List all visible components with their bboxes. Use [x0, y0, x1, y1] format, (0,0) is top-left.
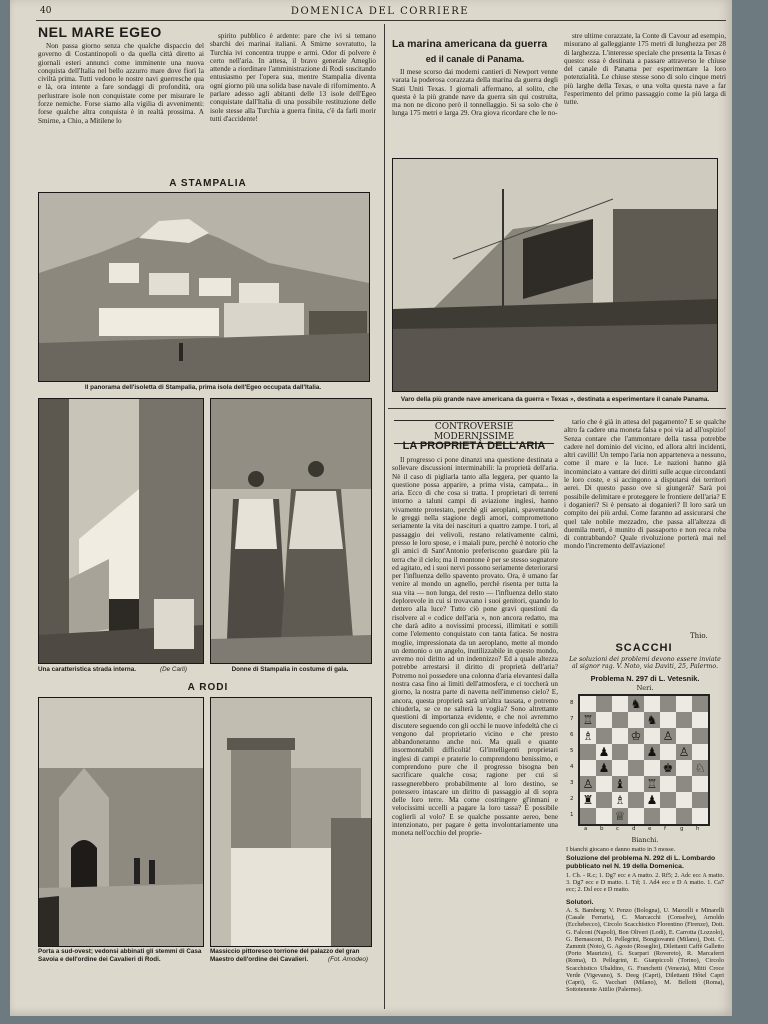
panorama-illustration: [39, 193, 369, 381]
chess-solvers-list: A. S. Bamberg; V. Penzo (Bologna), U. Marcelli e Minarelli (Casale Ferraris), C. Marcacchi (Conselve), Arnoldo (Ecchebecco), Circolo Scacchistico Florentino (Firenze), Dott. G. Falconi (Napoli), Bon Oliveri (Lodi), E. Carrotta (Lozzolo), G. Bernasconi, D. Pellegrini, Bongiovanni (Milano), Dott. C. Zammit (Noto), G. Agosto (Roseglio), Dilettanti Caffè Galletto (Porto Maurizio), G. Scarpari (Rovereto), R. Marcaferri (Roma), D. Pellegrini, E. Gianpiccoli (Torino), Circolo Scacchistico Ubaldino, G. Franchetti (Venezia), Mitti Croce Verde (Vigevano), S. Deeg (Capri), Dilettanti Hôtel Capri (Capri), G. Vacchari (Milano), M. Bellotti (Roma), Sottotenente Attilio (Palermo).: [566, 907, 724, 994]
chess-square: [660, 744, 676, 760]
chess-square: [676, 728, 692, 744]
rank-label: 2: [570, 796, 574, 802]
file-label: g: [680, 826, 684, 832]
chess-solution-title: Soluzione del problema N. 292 di L. Lombardo pubblicato nel N. 19 della Domenica.: [566, 855, 716, 870]
chess-square: [692, 728, 708, 744]
section-rule: [388, 408, 726, 409]
rodi-tower-caption: Massiccio pittoresco torrione del palazzo del gran Maestro dell'ordine dei Cavalieri.: [210, 948, 360, 963]
chess-square: [628, 712, 644, 728]
header-rule: [36, 20, 726, 21]
black-knight-piece: ♞: [630, 697, 642, 711]
white-bishop-piece: ♗: [614, 793, 626, 807]
file-label: a: [584, 826, 588, 832]
rodi-tower-photo: [210, 697, 372, 947]
chess-square: [676, 696, 692, 712]
chess-square: [612, 712, 628, 728]
street-illustration: [39, 399, 203, 663]
egeo-text-1: Non passa giorno senza che qualche dispaccio del governo di Costantinopoli o da quella città diretto ai giornali esteri annunci come imminente una nuova conquista dell'Italia nel bello azzurro mare dove fiorì la civiltà prima. Tutti vedono le nostre navi guerresche qua e là, ora intente a fare sondaggi di profondità, ora perlustrare isole non conquistate come per misurare le forze nemiche. Forse siamo alla vigilia di avvenimenti: forse qualche altra conquista è in realtà prossima. A Smirne, a Chio, a Mitilene lo: [38, 42, 204, 125]
chess-intro: Le soluzioni dei problemi devono essere inviate al signor rag. V. Noto, via Daviti, 25, Palermo.: [569, 656, 721, 671]
chess-solvers-title: Solutori.: [566, 899, 594, 906]
texas-launch-photo: [392, 158, 718, 392]
stampalia-street-caption: Una caratteristica strada interna.: [38, 666, 136, 673]
aria-column-1: [392, 456, 558, 1008]
chess-square: [596, 792, 612, 808]
aria-column-2: [564, 418, 726, 630]
chess-square: [596, 712, 612, 728]
chess-square: [660, 696, 676, 712]
chess-heading: SCACCHI: [615, 642, 673, 654]
egeo-text-2: spirito pubblico è ardente: pare che ivi si temano sbarchi dei marinai italiani. A Smirne sovratutto, la Turchia ivi concentra truppe e armi. Odor di polvere è certo nell'aria. In attesa, il bravo generale Ameglio attende a riordinare l'amministrazione di Rodi suscitando entusiasmo per l'opera sua, mentre Stampalia diventa ogni giorno più una solida base navale di rifornimento. A parlare adesso agli abitanti delle 13 isole dell'Egeo conquistate dall'Italia di una possibile restituzione delle isole stesse alla Turchia a guerra finita, c'è da farli morir tutti d'accidente!: [210, 32, 376, 123]
marina-column-2: [564, 32, 726, 152]
marina-column-1: [392, 68, 558, 152]
chess-square: [692, 712, 708, 728]
black-knight-piece: ♞: [646, 713, 658, 727]
black-bishop-piece: ♝: [614, 777, 626, 791]
chess-square: [596, 776, 612, 792]
chess-board: [578, 694, 710, 826]
rodi-gate-photo: [38, 697, 204, 947]
stampalia-street-photo: [38, 398, 204, 664]
rank-label: 7: [570, 716, 574, 722]
black-pawn-piece: ♟: [598, 745, 610, 759]
stampalia-panorama-caption: Il panorama dell'isoletta di Stampalia, prima isola dell'Egeo occupata dall'Italia.: [84, 384, 322, 391]
white-knight-piece: ♘: [694, 761, 706, 775]
rank-label: 6: [570, 732, 574, 738]
chess-square: [628, 744, 644, 760]
black-king-piece: ♚: [662, 761, 674, 775]
chess-square: [628, 792, 644, 808]
chess-square: [692, 792, 708, 808]
marina-subheadline: ed il canale di Panama.: [425, 54, 525, 64]
chess-problem-title: Problema N. 297 di L. Vetesnik.: [590, 674, 700, 683]
aria-signature: Thio.: [690, 632, 708, 640]
file-label: c: [616, 826, 620, 832]
gate-illustration: [39, 698, 203, 946]
chess-square: [580, 808, 596, 824]
chess-square: [660, 712, 676, 728]
rank-label: 4: [570, 764, 574, 770]
black-pawn-piece: ♟: [646, 745, 658, 759]
white-queen-piece: ♕: [614, 809, 626, 823]
file-label: h: [696, 826, 700, 832]
chess-square: [644, 808, 660, 824]
stampalia-section-heading: A STAMPALIA: [169, 178, 247, 189]
chess-solution-moves: 1. Ch. - R.c; 1. Dg7 ecc e A matto. 2. Rf5; 2. Adc ecc A matto. 3. Dg7 ecc e D matto. 1. Td; 1. Ad4 ecc e D A matto. 1. Ca7 ecc; 2. Dsl ecc e D matto.: [566, 872, 724, 893]
chess-square: [628, 760, 644, 776]
file-label: b: [600, 826, 604, 832]
chess-square: [612, 744, 628, 760]
chess-square: [596, 696, 612, 712]
marina-text-1: Il mese scorso dai moderni cantieri di Newport venne varata la poderosa corazzata della marina da guerra degli Stati Uniti Texas. I giornali affermano, al solito, che questa è la più grande nave da guerra sin qui costruita, ma non ne dicono però il tonnellaggio. Si sa solo che è lunga 175 metri e larga 29. Ora giova ricordare che le no-: [392, 68, 558, 118]
white-pawn-piece: ♙: [662, 729, 674, 743]
chess-square: [612, 728, 628, 744]
file-label: d: [632, 826, 636, 832]
rank-label: 8: [570, 700, 574, 706]
rodi-section-heading: A RODI: [187, 682, 229, 693]
chess-square: [580, 696, 596, 712]
black-pawn-piece: ♟: [598, 761, 610, 775]
chess-instruction: I bianchi giocano e danno matto in 3 mosse.: [566, 846, 676, 853]
white-pawn-piece: ♙: [582, 777, 594, 791]
chess-square: [676, 808, 692, 824]
column-divider: [384, 24, 385, 1009]
masthead-title: DOMENICA DEL CORRIERE: [290, 6, 470, 17]
newspaper-page: [10, 0, 732, 1016]
chess-square: [676, 712, 692, 728]
chess-square: [676, 776, 692, 792]
marina-text-2: stre ultime corazzate, la Conte di Cavour ad esempio, misurano al galleggiante 175 metri di lunghezza per 28 di larghezza. L'interesse speciale che presenta la Texas è questo: essa è destinata a passare attraverso le chiuse del canale di Panama per esperimentare la loro potenzialità. Le chiuse stesse sono di solo cinque metri più larghe della Texas, e una volta questa nave a far l'esperimento del primo passaggio come la più larga di tutte.: [564, 32, 726, 107]
chess-square: [644, 760, 660, 776]
white-bishop-piece: ♗: [582, 729, 594, 743]
chess-square: [580, 760, 596, 776]
chess-square: [692, 808, 708, 824]
tower-illustration: [211, 698, 371, 946]
marina-headline: La marina americana da guerra: [392, 38, 548, 50]
file-label: f: [664, 826, 666, 832]
chess-square: [660, 792, 676, 808]
chess-square: [596, 808, 612, 824]
rank-label: 3: [570, 780, 574, 786]
chess-square: [580, 744, 596, 760]
chess-white-label: Bianchi.: [631, 836, 659, 844]
chess-square: [628, 808, 644, 824]
black-rook-piece: ♜: [582, 793, 594, 807]
white-rook-piece: ♖: [582, 713, 594, 727]
chess-square: [644, 696, 660, 712]
stampalia-women-photo: [210, 398, 372, 664]
white-rook-piece: ♖: [646, 777, 658, 791]
chess-black-label: Neri.: [636, 684, 654, 692]
chess-square: [612, 760, 628, 776]
women-illustration: [211, 399, 371, 663]
rodi-gate-caption: Porta a sud-ovest; vedonsi abbinati gli stemmi di Casa Savoia e dell'ordine dei Cavalieri di Rodi.: [38, 948, 202, 963]
chess-square: [644, 728, 660, 744]
chess-square: [660, 776, 676, 792]
black-pawn-piece: ♟: [646, 793, 658, 807]
aria-headline: LA PROPRIETÀ DELL'ARIA: [402, 440, 546, 452]
chess-square: [692, 776, 708, 792]
stampalia-street-credit: (De Carli): [160, 666, 187, 673]
chess-square: [692, 744, 708, 760]
white-pawn-piece: ♙: [678, 745, 690, 759]
aria-text-2: tario che è già in attesa del pagamento? E se qualche altro fa cadere una moneta falsa e poi via ad all'ospizio! Senza contare che l'ammontare della tassa potrebbe cadere nel dominio del vicino, ed allora altri incidenti, altri cavilli! Un tempo l'aria non apparteneva a nessuno, come il mare e la luce. Le nazioni hanno già incominciato a vantare dei diritti sulle acque circondanti le loro coste, e si accingono a disputarsi dei territori aerei. Di questo passo ove si giungerà? Sarà poi possibile delimitare e proteggere le frontiere dell'aria? E i doganieri? Si è pensato ai doganieri? Il loro sarà un compito dei più arduì. Come faranno ad assicurarsi che quel tale nobile mezzadro, che passa all'altezza di duemila metri, è munito di passaporto e non reca roba di contrabbando? Quale rivoluzione porterà mai nel mondo l'incremento dell'aviazione!: [564, 418, 726, 551]
rodi-tower-credit: (Fot. Amodeo): [328, 956, 369, 963]
stampalia-panorama-photo: [38, 192, 370, 382]
chess-square: [596, 728, 612, 744]
egeo-column-2: [210, 32, 376, 170]
chess-square: [660, 808, 676, 824]
texas-launch-caption: Varo della più grande nave americana da guerra « Texas », destinata a esperimentare il canale Panama.: [400, 396, 710, 403]
rank-label: 5: [570, 748, 574, 754]
file-label: e: [648, 826, 652, 832]
chess-square: [692, 696, 708, 712]
chess-square: [676, 760, 692, 776]
chess-square: [628, 776, 644, 792]
launch-illustration: [393, 159, 717, 391]
rank-label: 1: [570, 812, 574, 818]
aria-text-1: Il progresso ci pone dinanzi una questione destinata a sollevare discussioni interminabili: la proprietà dell'aria. Nè il caso di pigliarla tanto alla leggera, per quanto la questione possa apparire, a prima vista, campata... in aria. Ecco di che cosa si tratta. I proprietari di terreni intorno a taluni campi di aviazione inglesi, hanno vivamente protestato, perchè gli aeroplani, spaventando le greggi nella stagione degli amori, compromettono seriamente la vita dei nascituri a quattro zampe. I tori, al passaggio dei velivoli, restano relativamente calmi, presso le loro spose, e i maiali pure, perchè è notorio che gli amici di Sant'Antonio preferiscono guardare più la terra che il cielo; ma il montone è per se stesso sognatore ed agitato, ed i suoi nervi possono seriamente deteriorarsi per l'influenza dello spavento provato. Ora, è umano far venire al mondo un agnello, perchè risenta per tutta la sua vita — non lunga, del resto — l'influenza dello stato deplorevole in cui si trovavano i suoi genitori, quando lo dettero alla luce? Tutto ciò pone gravi questioni da risolvere al « codice dell'aria », non ancora redatto, ma che darà adito a novissimi processi, illimitati e sottili come l'elemento conquistato con tanta fatica. Se nostra moglie, impressionata da un aeroplano, mette al mondo un demonio o un angelo, inutilizzabile in questo mondo, avremo noi diritto ad un indennizzo? Ed a quale altezza potrebbe arrestarsi il diritto di proprietà dell'aria? Potremo noi possedere una colonna d'aria elevantesi dalla nostra casa fino ai limiti dell'atmosfera, e ci toccherà un giorno, la nostra parte di navetta nell'immenso cielo? E, ancora, questa proprietà sarà un'altra tassata, e potremo chiuderla, se ce ne salterà la voglia? Sono altrettante questioni di importanza evidente, e che noi avremmo discutere seguendo con gli occhi le nuove infedeltà che ci vengono dal proprietario vicino e che presto abbandoneranno anche noi. Ma quali e quante insormontabili difficoltà! Gl'intelligenti proprietari inglesi di campi e praterie lo comprendono benissimo, e comprendono pure che il progresso bisogna ben sacrificare qualche cosa; ragione per cui si rassegnerebbero probabilmente al loro destino, se potessero intascare un diritto di passaggio al di sopra delle loro terre. Ma come costringere gl'inmani e velocissimi uccelli a pagare la loro tassa? È possibile coglierli al volo? E se qualche possante aereo, bene intenzionato, per pagare è getta involontariamente una moneta nell'occhio del proprie-: [392, 456, 558, 838]
white-king-piece: ♔: [630, 729, 642, 743]
chess-square: [676, 792, 692, 808]
page-number: 40: [40, 6, 52, 16]
egeo-headline: NEL MARE EGEO: [38, 24, 162, 40]
egeo-column-1: [38, 42, 204, 170]
stampalia-women-caption: Donne di Stampalia in costume di gala.: [231, 666, 349, 673]
aria-kicker: CONTROVERSIE MODERNISSIME: [394, 420, 554, 444]
chess-square: [612, 696, 628, 712]
